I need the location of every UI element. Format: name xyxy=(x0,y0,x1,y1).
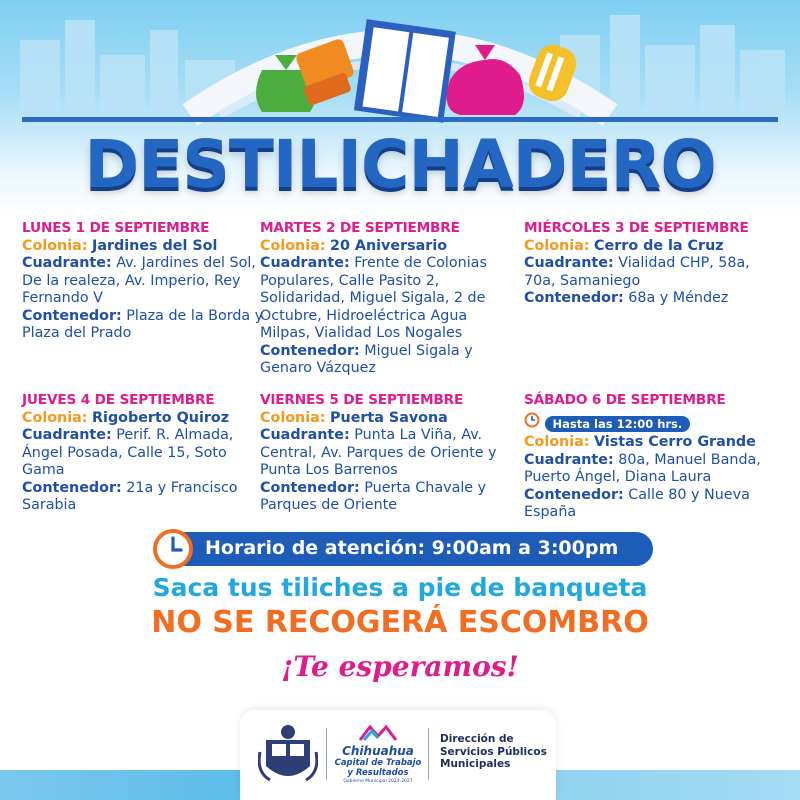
contenedor-label: Contenedor: xyxy=(22,479,122,496)
colonia-value: Cerro de la Cruz xyxy=(594,237,724,254)
cuadrante-label: Cuadrante: xyxy=(260,255,350,271)
horario-text: Horario de atención: 9:00am a 3:00pm xyxy=(205,537,619,559)
day-card-lunes xyxy=(22,220,267,343)
colonia-label: Colonia: xyxy=(22,237,88,254)
direccion-line: Servicios Públicos xyxy=(440,745,547,758)
contenedor-label: Contenedor: xyxy=(260,342,360,359)
day-header: SÁBADO 6 DE SEPTIEMBRE xyxy=(524,392,726,408)
clock-icon xyxy=(524,412,540,428)
clock-icon xyxy=(152,528,194,570)
contenedor-label: Contenedor: xyxy=(260,479,360,496)
contenedor-value: Plaza de la Borda y Plaza del Prado xyxy=(22,307,264,341)
chihuahua-logo xyxy=(333,722,423,784)
contenedor-value: Puerta Chavale y Parques de Oriente xyxy=(260,479,487,513)
cuadrante-label: Cuadrante: xyxy=(524,255,614,271)
cuadrante-label: Cuadrante: xyxy=(22,427,112,443)
colonia-label: Colonia: xyxy=(524,434,590,450)
direccion-text xyxy=(440,733,552,771)
day-header: MARTES 2 DE SEPTIEMBRE xyxy=(260,220,460,236)
horario-banner xyxy=(155,532,653,566)
title-rule xyxy=(22,117,778,122)
cuadrante-value: Vialidad CHP, 58a, 70a, Samaniego xyxy=(524,255,750,289)
cuadrante-value: Punta La Viña, Av. Central, Av. Parques de Oriente y Punta Los Barrenos xyxy=(260,427,497,478)
direccion-line: Municipales xyxy=(440,758,511,770)
contenedor-label: Contenedor: xyxy=(524,486,624,503)
colonia-label: Colonia: xyxy=(22,409,88,426)
day-card-viernes xyxy=(260,392,505,515)
colonia-value: Jardines del Sol xyxy=(92,237,218,254)
direccion-line: Dirección de xyxy=(440,733,514,745)
day-header: LUNES 1 DE SEPTIEMBRE xyxy=(22,220,210,236)
day-header: MIÉRCOLES 3 DE SEPTIEMBRE xyxy=(524,220,749,236)
colonia-value: Vistas Cerro Grande xyxy=(594,434,756,450)
footer-divider xyxy=(326,728,327,780)
day-header: JUEVES 4 DE SEPTIEMBRE xyxy=(22,392,215,408)
colonia-label: Colonia: xyxy=(260,409,326,426)
gobierno-text: Gobierno Municipal 2024-2027 xyxy=(343,779,413,784)
hasta-badge xyxy=(524,412,779,434)
hasta-text: Hasta las 12:00 hrs. xyxy=(545,416,691,432)
day-card-miercoles xyxy=(524,220,779,308)
footer-divider xyxy=(428,728,429,780)
contenedor-value: 68a y Méndez xyxy=(628,290,729,306)
contenedor-value: Miguel Sigala y Genaro Vázquez xyxy=(260,342,473,376)
contenedor-label: Contenedor: xyxy=(524,290,624,306)
colonia-value: Puerta Savona xyxy=(330,409,448,426)
cuadrante-label: Cuadrante: xyxy=(22,255,112,271)
colonia-label: Colonia: xyxy=(260,237,326,254)
saca-message: Saca tus tiliches a pie de banqueta xyxy=(152,573,648,602)
capital-text: Capital de Trabajo xyxy=(334,758,422,768)
cuadrante-label: Cuadrante: xyxy=(524,451,614,468)
day-header: VIERNES 5 DE SEPTIEMBRE xyxy=(260,392,464,408)
colonia-value: 20 Aniversario xyxy=(330,237,448,254)
day-card-martes xyxy=(260,220,505,378)
colonia-label: Colonia: xyxy=(524,237,590,254)
cuadrante-value: Frente de Colonias Populares, Calle Pasito 2, Solidaridad, Miguel Sigala, 2 de Octubre, Hidroeléctrica Agua Milpas, Vialidad Los Nogales xyxy=(260,255,487,341)
wardrobe-icon xyxy=(354,19,456,123)
chihuahua-text: Chihuahua xyxy=(342,744,414,758)
day-card-jueves xyxy=(22,392,267,515)
cuadrante-value: Av. Jardines del Sol, De la realeza, Av. Imperio, Rey Fernando V xyxy=(22,255,256,306)
cuadrante-label: Cuadrante: xyxy=(260,427,350,443)
cuadrante-value: 80a, Manuel Banda, Puerto Ángel, Diana Laura xyxy=(524,451,761,485)
contenedor-value: 21a y Francisco Sarabia xyxy=(22,479,238,513)
contenedor-value: Calle 80 y Nueva España xyxy=(524,486,750,520)
municipal-seal xyxy=(258,722,318,788)
contenedor-label: Contenedor: xyxy=(22,307,122,324)
chihuahua-mountain-icon xyxy=(358,724,398,742)
cuadrante-value: Perif. R. Almada, Ángel Posada, Calle 15, Soto Gama xyxy=(22,427,234,478)
page-title: DESTILICHADERO xyxy=(84,126,716,203)
esperamos-message: ¡Te esperamos! xyxy=(281,650,519,683)
no-escombro-message: NO SE RECOGERÁ ESCOMBRO xyxy=(151,605,649,640)
resultados-text: y Resultados xyxy=(347,768,409,778)
colonia-value: Rigoberto Quiroz xyxy=(92,409,230,426)
day-card-sabado xyxy=(524,392,779,522)
